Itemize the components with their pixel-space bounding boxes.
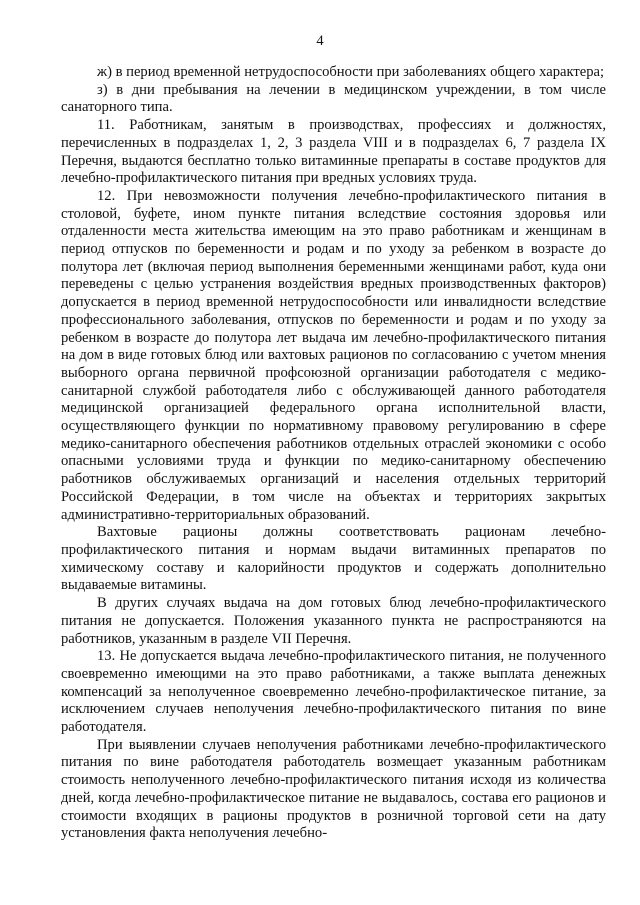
- paragraph-shift-rations: Вахтовые рационы должны соответствовать рационам лечебно-профилактического питания и нормам выдачи витаминных препаратов по химическому составу и калорийности продуктов и содержать дополнительно выдаваемые витамины.: [61, 524, 606, 594]
- page-number: 4: [316, 33, 324, 49]
- paragraph-item-13: 13. Не допускается выдача лечебно-профилактического питания, не полученного своевременно имеющими на это право работниками, а также выплата денежных компенсаций за неполученное своевременно лечебно-профилактическое питание, за исключением случаев неполучения лечебно-профилактического питания по вине работодателя.: [61, 648, 606, 736]
- paragraph-other-cases: В других случаях выдача на дом готовых блюд лечебно-профилактического питания не допускается. Положения указанного пункта не распространяются на работников, указанным в разделе VII Перечня.: [61, 595, 606, 647]
- paragraph-subitem-zh: ж) в период временной нетрудоспособности при заболеваниях общего характера;: [97, 64, 605, 80]
- document-body: [61, 64, 606, 843]
- paragraph-item-12: 12. При невозможности получения лечебно-профилактического питания в столовой, буфете, ином пункте питания вследствие состояния здоровья или отдаленности места жительства имеющим на это право работникам и женщинам в период отпусков по беременности и родам и по уходу за ребенком в возрасте до полутора лет (включая период выполнения беременными женщинами работ, куда они переведены с целью устранения воздействия вредных производственных факторов) допускается в период временной нетрудоспособности или инвалидности вследствие профессионального заболевания, отпусков по беременности и родам и по уходу за ребенком в возрасте до полутора лет выдача им лечебно-профилактического питания на дом в виде готовых блюд или вахтовых рационов по согласованию с учетом мнения выборного органа первичной профсоюзной организации работодателя с медико-санитарной службой работодателя либо с обслуживающей данного работодателя медицинской организацией федерального органа исполнительной власти, осуществляющего функции по нормативному правовому регулированию в сфере медико-санитарного обеспечения работников отдельных отраслей экономики с особо опасными условиями труда и функции по медико-санитарному обеспечению работников обслуживаемых организаций и населения отдельных территорий Российской Федерации, в том числе на объектах и территориях закрытых административно-территориальных образований.: [61, 187, 606, 523]
- paragraph-item-11: 11. Работникам, занятым в производствах, профессиях и должностях, перечисленных в подразделах 1, 2, 3 раздела VIII и в подразделах 6, 7 раздела IX Перечня, выдаются бесплатно только витаминные препараты в составе продуктов для лечебно-профилактического питания при вредных условиях труда.: [61, 117, 606, 187]
- paragraph-compensation: При выявлении случаев неполучения работниками лечебно-профилактического питания по вине работодателя работодатель возмещает указанным работникам стоимость неполученного лечебно-профилактического питания исходя из количества дней, когда лечебно-профилактическое питание не выдавалось, состава его рационов и стоимости входящих в рационы продуктов в розничной торговой сети на дату установления факта неполучения лечебно-: [61, 736, 606, 842]
- paragraph-subitem-z: з) в дни пребывания на лечении в медицинском учреждении, в том числе санаторного типа.: [61, 81, 606, 116]
